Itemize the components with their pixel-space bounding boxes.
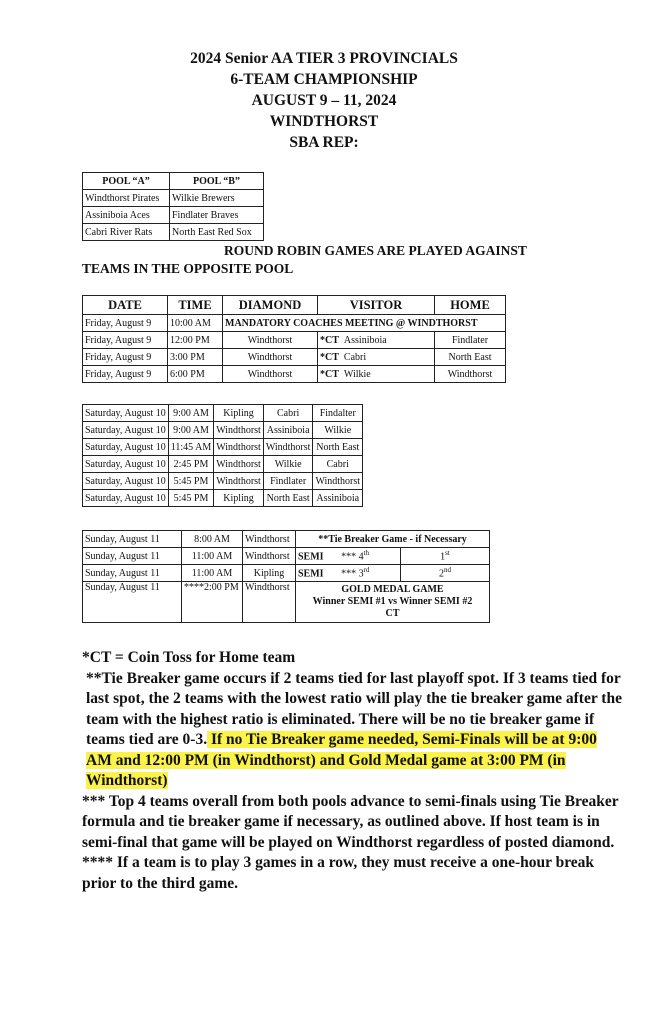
document-header: [0, 48, 648, 153]
time-cell: 2:45 PM: [168, 456, 213, 473]
date-cell: Sunday, August 11: [83, 548, 182, 565]
col-visitor-header: VISITOR: [318, 296, 435, 315]
date-cell: Saturday, August 10: [83, 439, 169, 456]
semi-visitor-cell: [296, 548, 401, 565]
date-cell: Saturday, August 10: [83, 456, 169, 473]
table-row: [83, 531, 490, 548]
visitor-team: Wilkie: [343, 368, 371, 380]
col-date-header: DATE: [83, 296, 168, 315]
visitor-cell: Findlater: [263, 473, 313, 490]
pools-row: [83, 207, 264, 224]
seed-home-cell: [401, 548, 490, 565]
home-cell: Cabri: [313, 456, 363, 473]
diamond-cell: Kipling: [214, 490, 264, 507]
pools-header-row: [83, 173, 264, 190]
title-line-4: WINDTHORST: [269, 113, 379, 130]
diamond-cell: Windthorst: [214, 422, 264, 439]
time-cell: 6:00 PM: [168, 366, 223, 383]
table-row: [83, 349, 506, 366]
visitor-team: Cabri: [343, 351, 367, 363]
pools-table: [82, 172, 264, 241]
table-row: [83, 366, 506, 383]
time-cell: 12:00 PM: [168, 332, 223, 349]
visitor-cell: [318, 366, 435, 383]
home-cell: Findalter: [313, 405, 363, 422]
table-row: [83, 456, 363, 473]
title-line-5: SBA REP:: [289, 134, 359, 151]
round-robin-note: [82, 242, 602, 278]
time-cell: ****2:00 PM: [182, 582, 243, 623]
time-cell: 9:00 AM: [168, 405, 213, 422]
home-cell: Findlater: [435, 332, 506, 349]
visitor-cell: Cabri: [263, 405, 313, 422]
seed-home: 1: [440, 551, 446, 563]
gold-medal-matchup: Winner SEMI #1 vs Winner SEMI #2: [312, 596, 473, 607]
seed-home-suffix: nd: [444, 566, 451, 575]
time-cell: 11:00 AM: [182, 565, 243, 582]
gold-medal-ct: CT: [385, 608, 400, 619]
col-diamond-header: DIAMOND: [223, 296, 318, 315]
visitor-cell: Assiniboia: [263, 422, 313, 439]
time-cell: 11:00 AM: [182, 548, 243, 565]
diamond-cell: Windthorst: [223, 349, 318, 366]
pool-b-team: North East Red Sox: [170, 224, 264, 241]
gold-medal-title: GOLD MEDAL GAME: [341, 584, 444, 595]
visitor-cell: North East: [263, 490, 313, 507]
visitor-cell: [318, 332, 435, 349]
semi-label: SEMI: [298, 568, 324, 580]
date-cell: Saturday, August 10: [83, 422, 169, 439]
title-line-2: 6-TEAM CHAMPIONSHIP: [230, 71, 418, 88]
table-row: [83, 565, 490, 582]
diamond-cell: Windthorst: [214, 473, 264, 490]
table-row: [83, 332, 506, 349]
saturday-schedule-table: [82, 404, 363, 507]
time-cell: 10:00 AM: [168, 315, 223, 332]
coin-toss-note: *CT = Coin Toss for Home team: [82, 649, 296, 666]
time-cell: 9:00 AM: [168, 422, 213, 439]
top-four-note: *** Top 4 teams overall from both pools advance to semi-finals using Tie Breaker formula and tie breaker game if necessary, as outlined above. If host team is in semi-final that game will be played on Windthorst regardless of posted diamond.: [82, 792, 619, 851]
table-row: [83, 582, 490, 623]
diamond-cell: Kipling: [243, 565, 296, 582]
time-cell: 5:45 PM: [168, 490, 213, 507]
diamond-cell: Windthorst: [243, 548, 296, 565]
home-cell: North East: [435, 349, 506, 366]
tie-breaker-cell: **Tie Breaker Game - if Necessary: [296, 531, 490, 548]
diamond-cell: Kipling: [214, 405, 264, 422]
date-cell: Sunday, August 11: [83, 565, 182, 582]
home-cell: Assiniboia: [313, 490, 363, 507]
round-robin-note-line-1: ROUND ROBIN GAMES ARE PLAYED AGAINST: [224, 243, 527, 258]
home-cell: Wilkie: [313, 422, 363, 439]
gold-medal-cell: [296, 582, 490, 623]
date-cell: Friday, August 9: [83, 349, 168, 366]
col-time-header: TIME: [168, 296, 223, 315]
pools-row: [83, 224, 264, 241]
pool-b-header: POOL “B”: [170, 173, 264, 190]
seed-visitor: *** 3: [341, 568, 364, 580]
diamond-cell: Windthorst: [223, 332, 318, 349]
diamond-cell: Windthorst: [243, 582, 296, 623]
date-cell: Sunday, August 11: [83, 531, 182, 548]
diamond-cell: Windthorst: [214, 439, 264, 456]
visitor-cell: Windthorst: [263, 439, 313, 456]
table-row: [83, 422, 363, 439]
friday-schedule-table: [82, 295, 506, 383]
date-cell: Saturday, August 10: [83, 473, 169, 490]
semi-visitor-cell: [296, 565, 401, 582]
visitor-cell: Wilkie: [263, 456, 313, 473]
coaches-meeting-cell: MANDATORY COACHES MEETING @ WINDTHORST: [223, 315, 506, 332]
pool-b-team: Findlater Braves: [170, 207, 264, 224]
coin-toss-marker: *CT: [320, 334, 339, 346]
time-cell: 11:45 AM: [168, 439, 213, 456]
table-row: [83, 473, 363, 490]
highlighted-schedule-note: If no Tie Breaker game needed, Semi-Finals will be at 9:00 AM and 12:00 PM (in Windthorst) and Gold Medal game at 3:00 PM (in Windthorst): [86, 731, 597, 789]
diamond-cell: Windthorst: [214, 456, 264, 473]
date-cell: Friday, August 9: [83, 366, 168, 383]
seed-home-suffix: st: [445, 549, 450, 558]
diamond-cell: Windthorst: [223, 366, 318, 383]
title-line-3: AUGUST 9 – 11, 2024: [251, 92, 397, 109]
date-cell: Saturday, August 10: [83, 405, 169, 422]
round-robin-note-line-2: TEAMS IN THE OPPOSITE POOL: [82, 261, 294, 276]
home-cell: Windthorst: [435, 366, 506, 383]
table-row: [83, 439, 363, 456]
date-cell: Sunday, August 11: [83, 582, 182, 623]
table-row: [83, 548, 490, 565]
pool-b-team: Wilkie Brewers: [170, 190, 264, 207]
coin-toss-marker: *CT: [320, 368, 339, 380]
notes-section: [82, 648, 622, 894]
col-home-header: HOME: [435, 296, 506, 315]
pool-a-team: Assiniboia Aces: [83, 207, 170, 224]
seed-visitor-suffix: rd: [363, 566, 370, 575]
schedule-header-row: [83, 296, 506, 315]
pool-a-team: Windthorst Pirates: [83, 190, 170, 207]
home-cell: Windthorst: [313, 473, 363, 490]
tie-breaker-text: **Tie Breaker game occurs if 2 teams tied for last playoff spot. If 3 teams tied for last spot, the 2 teams with the lowest ratio will play the tie breaker game after the team with the highest ratio is eliminated. There will be no tie breaker game if teams tied are 0-3.: [86, 669, 622, 748]
semi-label: SEMI: [298, 551, 324, 563]
visitor-cell: [318, 349, 435, 366]
seed-visitor: *** 4: [341, 551, 364, 563]
table-row: [83, 405, 363, 422]
date-cell: Saturday, August 10: [83, 490, 169, 507]
sunday-schedule-table: [82, 530, 490, 623]
diamond-cell: Windthorst: [243, 531, 296, 548]
table-row: [83, 490, 363, 507]
pool-a-header: POOL “A”: [83, 173, 170, 190]
break-note: **** If a team is to play 3 games in a row, they must receive a one-hour break prior to the third game.: [82, 854, 595, 892]
pool-a-team: Cabri River Rats: [83, 224, 170, 241]
time-cell: 3:00 PM: [168, 349, 223, 366]
tie-breaker-note: [82, 669, 622, 792]
seed-visitor-suffix: th: [363, 549, 370, 558]
title-line-1: 2024 Senior AA TIER 3 PROVINCIALS: [190, 50, 458, 67]
seed-home: 2: [439, 568, 444, 580]
coin-toss-marker: *CT: [320, 351, 339, 363]
seed-home-cell: [401, 565, 490, 582]
home-cell: North East: [313, 439, 363, 456]
table-row: [83, 315, 506, 332]
date-cell: Friday, August 9: [83, 332, 168, 349]
pools-row: [83, 190, 264, 207]
time-cell: 8:00 AM: [182, 531, 243, 548]
time-cell: 5:45 PM: [168, 473, 213, 490]
date-cell: Friday, August 9: [83, 315, 168, 332]
visitor-team: Assiniboia: [343, 334, 387, 346]
